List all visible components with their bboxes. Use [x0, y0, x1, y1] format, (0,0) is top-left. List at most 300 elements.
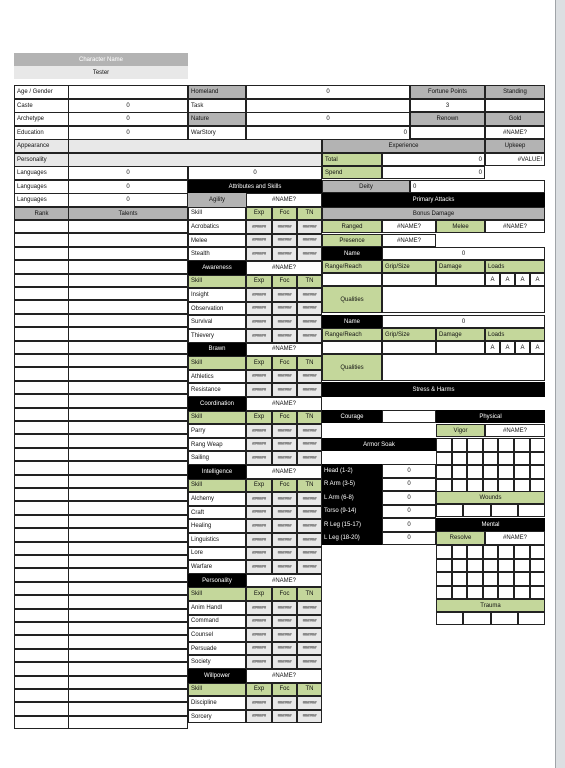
physical-stress-box[interactable] [452, 465, 468, 479]
attribute-name: Agility [188, 193, 246, 207]
physical-stress-box[interactable] [514, 479, 530, 493]
skill-exp[interactable]: ###### [246, 247, 272, 261]
skill-tn[interactable]: ###### [297, 519, 322, 533]
left-info-label: Caste [14, 99, 69, 113]
skill-tn[interactable]: ###### [297, 315, 322, 329]
rank-cell[interactable] [14, 287, 69, 300]
talent-cell[interactable] [68, 287, 188, 300]
skill-exp[interactable]: ###### [246, 383, 272, 397]
rank-cell[interactable] [14, 609, 69, 622]
renown-value[interactable] [410, 126, 485, 139]
skill-exp[interactable]: ###### [246, 451, 272, 465]
skill-name: Sailing [188, 451, 246, 465]
skill-exp[interactable]: ###### [246, 220, 272, 234]
mental-stress-box[interactable] [514, 586, 530, 600]
physical-stress-box[interactable] [530, 438, 546, 452]
ranged-value[interactable]: #NAME? [382, 220, 436, 233]
skill-tn[interactable]: ###### [297, 302, 322, 316]
mental-stress-box[interactable] [514, 559, 530, 573]
skill-foc[interactable]: ###### [272, 315, 297, 329]
physical-stress-box[interactable] [530, 465, 546, 479]
armor-value[interactable]: 0 [382, 532, 436, 546]
qualities-value[interactable] [382, 354, 545, 381]
wound-box[interactable] [436, 504, 463, 517]
armor-value[interactable]: 0 [382, 478, 436, 492]
skill-tn[interactable]: ###### [297, 492, 322, 506]
physical-stress-box[interactable] [452, 438, 468, 452]
skill-tn[interactable]: ###### [297, 655, 322, 669]
skill-tn[interactable]: ###### [297, 451, 322, 465]
weapon-load[interactable]: A [530, 273, 545, 286]
weapon-range[interactable] [322, 341, 382, 354]
rank-cell[interactable] [14, 649, 69, 662]
talent-cell[interactable] [68, 649, 188, 662]
skill-exp[interactable]: ###### [246, 370, 272, 384]
skill-tn[interactable]: ###### [297, 424, 322, 438]
skill-tn[interactable]: ###### [297, 506, 322, 520]
skill-exp[interactable]: ###### [246, 601, 272, 615]
middle-info-value[interactable] [246, 99, 410, 113]
physical-stress-box[interactable] [483, 479, 499, 493]
skill-tn[interactable]: ###### [297, 533, 322, 547]
rank-cell[interactable] [14, 662, 69, 675]
talent-cell[interactable] [68, 434, 188, 447]
left-info-value[interactable]: 0 [68, 180, 188, 194]
armor-value[interactable]: 0 [382, 491, 436, 505]
talent-cell[interactable] [68, 260, 188, 273]
weapon-load[interactable]: A [500, 273, 515, 286]
mental-stress-box[interactable] [530, 586, 546, 600]
vigor-label: Vigor [436, 424, 485, 437]
rank-cell[interactable] [14, 300, 69, 313]
skill-exp[interactable]: ###### [246, 315, 272, 329]
skill-foc[interactable]: ###### [272, 370, 297, 384]
rank-cell[interactable] [14, 568, 69, 581]
left-info-value[interactable]: 0 [68, 166, 188, 180]
skill-foc[interactable]: ###### [272, 288, 297, 302]
skill-tn[interactable]: ###### [297, 438, 322, 452]
trauma-box[interactable] [436, 612, 463, 625]
attribute-value[interactable]: #NAME? [246, 193, 322, 207]
left-info-value[interactable]: 0 [68, 193, 188, 207]
rank-cell[interactable] [14, 327, 69, 340]
rank-cell[interactable] [14, 448, 69, 461]
rank-cell[interactable] [14, 501, 69, 514]
rank-cell[interactable] [14, 528, 69, 541]
skill-foc[interactable]: ###### [272, 560, 297, 574]
skill-exp[interactable]: ###### [246, 234, 272, 248]
mental-stress-box[interactable] [498, 586, 514, 600]
skill-exp[interactable]: ###### [246, 642, 272, 656]
mental-stress-box[interactable] [514, 572, 530, 586]
skill-exp[interactable]: ###### [246, 492, 272, 506]
left-info-value[interactable] [68, 139, 322, 153]
trauma-box[interactable] [463, 612, 490, 625]
attribute-name: Willpower [188, 669, 246, 683]
wound-box[interactable] [491, 504, 518, 517]
middle-info-value[interactable]: 0 [246, 85, 410, 99]
mental-stress-box[interactable] [436, 545, 452, 559]
talent-cell[interactable] [68, 408, 188, 421]
weapon-load[interactable]: A [515, 341, 530, 354]
armor-value[interactable]: 0 [382, 464, 436, 478]
upkeep-value[interactable]: #VALUE! [485, 153, 545, 166]
skill-foc[interactable]: ###### [272, 696, 297, 710]
left-info-label: Age / Gender [14, 85, 69, 99]
physical-stress-box[interactable] [436, 465, 452, 479]
rank-cell[interactable] [14, 233, 69, 246]
talent-cell[interactable] [68, 461, 188, 474]
rank-cell[interactable] [14, 367, 69, 380]
rank-cell[interactable] [14, 434, 69, 447]
attribute-value[interactable]: #NAME? [246, 465, 322, 479]
weapon-range[interactable] [322, 273, 382, 286]
talent-cell[interactable] [68, 475, 188, 488]
talent-cell[interactable] [68, 421, 188, 434]
skill-name: Alchemy [188, 492, 246, 506]
rank-cell[interactable] [14, 542, 69, 555]
skill-exp[interactable]: ###### [246, 710, 272, 724]
weapon-header: Loads [485, 328, 545, 341]
talent-cell[interactable] [68, 314, 188, 327]
mental-stress-box[interactable] [467, 586, 483, 600]
exp-col-header: Exp [246, 275, 272, 289]
skill-foc[interactable]: ###### [272, 302, 297, 316]
physical-stress-box[interactable] [498, 479, 514, 493]
skill-tn[interactable]: ###### [297, 234, 322, 248]
skill-exp[interactable]: ###### [246, 424, 272, 438]
skill-name: Command [188, 615, 246, 629]
skill-name: Craft [188, 506, 246, 520]
skill-col-header: Skill [188, 356, 246, 370]
skill-tn[interactable]: ###### [297, 601, 322, 615]
physical-stress-box[interactable] [514, 438, 530, 452]
rank-cell[interactable] [14, 247, 69, 260]
talent-cell[interactable] [68, 582, 188, 595]
mental-stress-box[interactable] [514, 545, 530, 559]
mental-stress-box[interactable] [483, 559, 499, 573]
resolve-value[interactable]: #NAME? [485, 531, 545, 545]
skill-name: Counsel [188, 628, 246, 642]
physical-stress-box[interactable] [514, 452, 530, 466]
skill-foc[interactable]: ###### [272, 547, 297, 561]
talent-cell[interactable] [68, 542, 188, 555]
skill-foc[interactable]: ###### [272, 234, 297, 248]
mental-stress-box[interactable] [483, 572, 499, 586]
mental-stress-box[interactable] [530, 572, 546, 586]
rank-cell[interactable] [14, 314, 69, 327]
rank-cell[interactable] [14, 689, 69, 702]
weapon-load[interactable]: A [515, 273, 530, 286]
skill-tn[interactable]: ###### [297, 370, 322, 384]
mental-stress-box[interactable] [483, 545, 499, 559]
talent-cell[interactable] [68, 689, 188, 702]
talent-cell[interactable] [68, 595, 188, 608]
skill-foc[interactable]: ###### [272, 247, 297, 261]
skill-tn[interactable]: ###### [297, 247, 322, 261]
talent-cell[interactable] [68, 635, 188, 648]
attribute-value[interactable]: #NAME? [246, 343, 322, 357]
melee-value[interactable]: #NAME? [485, 220, 545, 233]
mental-stress-box[interactable] [436, 586, 452, 600]
experience-spend-value[interactable]: 0 [382, 166, 485, 179]
middle-info-value[interactable]: 0 [246, 126, 410, 140]
skill-exp[interactable]: ###### [246, 288, 272, 302]
weapon-damage[interactable] [436, 273, 485, 286]
deity-label: Deity [322, 180, 410, 193]
rank-cell[interactable] [14, 394, 69, 407]
left-info-value[interactable]: 0 [68, 99, 188, 113]
weapon-grip[interactable] [382, 341, 436, 354]
skill-col-header: Skill [188, 275, 246, 289]
skill-foc[interactable]: ###### [272, 506, 297, 520]
left-info-value[interactable] [68, 153, 322, 167]
talent-cell[interactable] [68, 233, 188, 246]
skill-exp[interactable]: ###### [246, 628, 272, 642]
mental-stress-box[interactable] [498, 545, 514, 559]
talent-cell[interactable] [68, 220, 188, 233]
skill-exp[interactable]: ###### [246, 696, 272, 710]
talent-cell[interactable] [68, 676, 188, 689]
mental-stress-box[interactable] [498, 559, 514, 573]
rank-cell[interactable] [14, 381, 69, 394]
skill-tn[interactable]: ###### [297, 615, 322, 629]
skill-foc[interactable]: ###### [272, 329, 297, 343]
mental-stress-box[interactable] [467, 559, 483, 573]
mental-stress-box[interactable] [467, 545, 483, 559]
rank-cell[interactable] [14, 421, 69, 434]
rank-cell[interactable] [14, 220, 69, 233]
talent-cell[interactable] [68, 381, 188, 394]
rank-cell[interactable] [14, 408, 69, 421]
talent-cell[interactable] [68, 394, 188, 407]
rank-cell[interactable] [14, 461, 69, 474]
physical-stress-box[interactable] [530, 452, 546, 466]
physical-stress-box[interactable] [467, 438, 483, 452]
skill-exp[interactable]: ###### [246, 615, 272, 629]
weapon-grip[interactable] [382, 273, 436, 286]
skill-foc[interactable]: ###### [272, 220, 297, 234]
attribute-value[interactable]: #NAME? [246, 669, 322, 683]
tn-col-header: TN [297, 479, 322, 493]
physical-stress-box[interactable] [436, 438, 452, 452]
weapon-load[interactable]: A [485, 341, 500, 354]
skill-foc[interactable]: ###### [272, 438, 297, 452]
rank-cell[interactable] [14, 354, 69, 367]
talent-cell[interactable] [68, 501, 188, 514]
skill-foc[interactable]: ###### [272, 492, 297, 506]
physical-stress-box[interactable] [436, 479, 452, 493]
rank-cell[interactable] [14, 622, 69, 635]
left-info-value[interactable]: 0 [68, 112, 188, 126]
physical-stress-box[interactable] [483, 438, 499, 452]
exp-col-header: Exp [246, 479, 272, 493]
talent-cell[interactable] [68, 247, 188, 260]
mental-stress-box[interactable] [452, 572, 468, 586]
physical-stress-box[interactable] [530, 479, 546, 493]
ranged-label: Ranged [322, 220, 382, 233]
character-name-value[interactable]: Tester [14, 66, 188, 79]
physical-stress-box[interactable] [483, 465, 499, 479]
experience-total-value[interactable]: 0 [382, 153, 485, 166]
wound-box[interactable] [463, 504, 490, 517]
trauma-box[interactable] [518, 612, 545, 625]
mental-stress-box[interactable] [436, 572, 452, 586]
talent-cell[interactable] [68, 568, 188, 581]
weapon-load[interactable]: A [500, 341, 515, 354]
mental-stress-box[interactable] [530, 559, 546, 573]
skill-exp[interactable]: ###### [246, 438, 272, 452]
rank-cell[interactable] [14, 515, 69, 528]
skill-foc[interactable]: ###### [272, 655, 297, 669]
qualities-value[interactable] [382, 286, 545, 313]
rank-cell[interactable] [14, 582, 69, 595]
skill-exp[interactable]: ###### [246, 506, 272, 520]
skill-tn[interactable]: ###### [297, 547, 322, 561]
attribute-value[interactable]: #NAME? [246, 397, 322, 411]
weapon-header: Range/Reach [322, 260, 382, 273]
physical-stress-box[interactable] [483, 452, 499, 466]
presence-value[interactable]: #NAME? [382, 234, 436, 247]
talent-cell[interactable] [68, 555, 188, 568]
gold-value[interactable]: #NAME? [485, 126, 545, 139]
talent-cell[interactable] [68, 354, 188, 367]
skill-foc[interactable]: ###### [272, 424, 297, 438]
skill-tn[interactable]: ###### [297, 560, 322, 574]
rank-cell[interactable] [14, 341, 69, 354]
rank-cell[interactable] [14, 475, 69, 488]
left-info-value[interactable] [68, 85, 188, 99]
mental-stress-box[interactable] [467, 572, 483, 586]
physical-stress-box[interactable] [452, 479, 468, 493]
skill-tn[interactable]: ###### [297, 220, 322, 234]
mental-stress-box[interactable] [530, 545, 546, 559]
weapon-name-value[interactable]: 0 [382, 315, 545, 328]
talent-cell[interactable] [68, 716, 188, 729]
weapon-header: Damage [436, 260, 485, 273]
talent-cell[interactable] [68, 622, 188, 635]
weapon-header: Grip/Size [382, 260, 436, 273]
talent-cell[interactable] [68, 702, 188, 715]
physical-stress-box[interactable] [514, 465, 530, 479]
armor-value[interactable]: 0 [382, 505, 436, 519]
physical-stress-box[interactable] [498, 452, 514, 466]
skill-exp[interactable]: ###### [246, 302, 272, 316]
talent-cell[interactable] [68, 488, 188, 501]
left-info-value[interactable]: 0 [68, 126, 188, 140]
skill-foc[interactable]: ###### [272, 533, 297, 547]
physical-stress-box[interactable] [452, 452, 468, 466]
skill-tn[interactable]: ###### [297, 288, 322, 302]
talent-cell[interactable] [68, 515, 188, 528]
skill-foc[interactable]: ###### [272, 451, 297, 465]
physical-stress-box[interactable] [467, 452, 483, 466]
skill-exp[interactable]: ###### [246, 533, 272, 547]
talent-cell[interactable] [68, 609, 188, 622]
attribute-name: Brawn [188, 343, 246, 357]
skill-foc[interactable]: ###### [272, 710, 297, 724]
skill-exp[interactable]: ###### [246, 519, 272, 533]
skill-tn[interactable]: ###### [297, 696, 322, 710]
vigor-value[interactable]: #NAME? [485, 424, 545, 437]
talent-cell[interactable] [68, 528, 188, 541]
mental-stress-box[interactable] [452, 545, 468, 559]
skill-foc[interactable]: ###### [272, 642, 297, 656]
rank-cell[interactable] [14, 676, 69, 689]
rank-cell[interactable] [14, 260, 69, 273]
tn-col-header: TN [297, 683, 322, 697]
skill-name: Rang Weap [188, 438, 246, 452]
mental-stress-box[interactable] [483, 586, 499, 600]
talent-cell[interactable] [68, 300, 188, 313]
skill-tn[interactable]: ###### [297, 710, 322, 724]
skill-foc[interactable]: ###### [272, 519, 297, 533]
skill-foc[interactable]: ###### [272, 601, 297, 615]
talent-cell[interactable] [68, 341, 188, 354]
skill-tn[interactable]: ###### [297, 329, 322, 343]
skill-exp[interactable]: ###### [246, 560, 272, 574]
wound-box[interactable] [518, 504, 545, 517]
skill-exp[interactable]: ###### [246, 655, 272, 669]
talent-cell[interactable] [68, 367, 188, 380]
weapon-load[interactable]: A [485, 273, 500, 286]
weapon-damage[interactable] [436, 341, 485, 354]
trauma-box[interactable] [491, 612, 518, 625]
skill-exp[interactable]: ###### [246, 329, 272, 343]
attribute-value[interactable]: #NAME? [246, 261, 322, 275]
physical-stress-box[interactable] [467, 465, 483, 479]
mental-stress-box[interactable] [452, 559, 468, 573]
talent-cell[interactable] [68, 327, 188, 340]
talent-cell[interactable] [68, 448, 188, 461]
rank-cell[interactable] [14, 274, 69, 287]
tn-col-header: TN [297, 207, 322, 221]
skill-tn[interactable]: ###### [297, 383, 322, 397]
fortune-points-value[interactable]: 3 [410, 99, 485, 112]
physical-stress-box[interactable] [467, 479, 483, 493]
rank-cell[interactable] [14, 635, 69, 648]
skill-foc[interactable]: ###### [272, 615, 297, 629]
skill-foc[interactable]: ###### [272, 383, 297, 397]
talent-cell[interactable] [68, 662, 188, 675]
skill-tn[interactable]: ###### [297, 628, 322, 642]
rank-cell[interactable] [14, 555, 69, 568]
rank-cell[interactable] [14, 716, 69, 729]
physical-stress-box[interactable] [498, 438, 514, 452]
courage-value[interactable] [382, 410, 436, 423]
mental-stress-box[interactable] [452, 586, 468, 600]
standing-value[interactable] [485, 99, 545, 112]
rank-cell[interactable] [14, 595, 69, 608]
weapon-load[interactable]: A [530, 341, 545, 354]
talent-cell[interactable] [68, 274, 188, 287]
mental-stress-box[interactable] [498, 572, 514, 586]
armor-value[interactable]: 0 [382, 518, 436, 532]
rank-cell[interactable] [14, 488, 69, 501]
mental-stress-box[interactable] [436, 559, 452, 573]
skill-exp[interactable]: ###### [246, 547, 272, 561]
physical-stress-box[interactable] [436, 452, 452, 466]
skill-foc[interactable]: ###### [272, 628, 297, 642]
rank-cell[interactable] [14, 702, 69, 715]
skill-tn[interactable]: ###### [297, 642, 322, 656]
attribute-value[interactable]: #NAME? [246, 574, 322, 588]
physical-stress-box[interactable] [498, 465, 514, 479]
weapon-name-value[interactable]: 0 [382, 247, 545, 260]
attrib-extra-value[interactable]: 0 [188, 166, 322, 180]
middle-info-value[interactable]: 0 [246, 112, 410, 126]
deity-value[interactable]: 0 [410, 180, 545, 193]
